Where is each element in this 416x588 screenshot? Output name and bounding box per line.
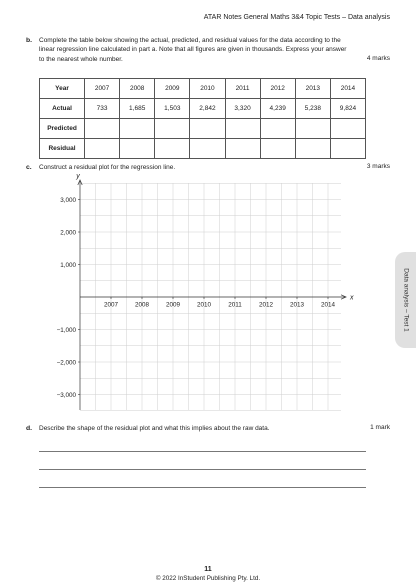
x-tick-label: 2013 [289, 301, 305, 309]
tick-labels [57, 173, 354, 399]
running-header: ATAR Notes General Maths 3&4 Topic Tests – Data analysis [203, 14, 390, 21]
x-tick-label: 2008 [134, 301, 150, 309]
actual-cell: 2,842 [190, 99, 225, 119]
part-d-instructions: Describe the shape of the residual plot and what this implies about the raw data. [39, 425, 270, 432]
y-axis-label: y [76, 173, 80, 180]
x-tick-label: 2007 [103, 301, 119, 309]
page-number: 11 [204, 566, 212, 573]
x-axis-label: x [350, 294, 354, 302]
year-cell: 2007 [85, 79, 120, 99]
x-tick-label: 2012 [258, 301, 274, 309]
actual-cell: 1,685 [120, 99, 155, 119]
year-cell: 2013 [295, 79, 330, 99]
part-c-marks: 3 marks [366, 163, 390, 170]
y-tick-label: −1,000 [56, 326, 76, 334]
part-b-letter: b. [26, 37, 33, 44]
actual-header: Actual [40, 99, 85, 119]
side-tab-label: Data analysis – Test 1 [402, 268, 409, 332]
copyright-notice: © 2022 InStudent Publishing Pty. Ltd. [155, 575, 261, 582]
answer-line[interactable] [39, 469, 366, 470]
actual-cell: 3,320 [225, 99, 260, 119]
part-b-line-1: Complete the table below showing the actual, predicted, and residual values for the data according to the [39, 37, 341, 44]
y-tick-label: 2,000 [60, 229, 76, 237]
year-cell: 2010 [190, 79, 225, 99]
year-cell: 2012 [260, 79, 295, 99]
section-side-tab [395, 252, 416, 348]
actual-cell: 5,238 [295, 99, 330, 119]
y-tick-label: −2,000 [56, 359, 76, 367]
year-cell: 2014 [330, 79, 365, 99]
part-c-instructions: Construct a residual plot for the regression line. [39, 164, 176, 171]
part-c-letter: c. [26, 164, 32, 171]
year-cell: 2011 [225, 79, 260, 99]
y-tick-label: 1,000 [60, 261, 76, 269]
x-tick-label: 2009 [165, 301, 181, 309]
x-tick-label: 2011 [228, 301, 242, 309]
residual-header: Residual [40, 139, 85, 159]
part-d-letter: d. [26, 425, 33, 432]
x-tick-label: 2010 [196, 301, 212, 309]
answer-line[interactable] [39, 451, 366, 452]
y-tick-label: 3,000 [60, 196, 76, 204]
actual-cell: 4,239 [260, 99, 295, 119]
year-header: Year [40, 79, 85, 99]
answer-line[interactable] [39, 487, 366, 488]
part-b-line-2: linear regression line calculated in part a. Note that all figures are given in thousands. Express your answer [39, 46, 347, 54]
actual-cell: 9,824 [330, 99, 365, 119]
part-d-marks: 1 mark [370, 424, 390, 431]
part-b-line-3: to the nearest whole number. [39, 55, 123, 63]
part-b-marks: 4 marks [366, 55, 390, 62]
actual-cell: 1,503 [155, 99, 190, 119]
year-cell: 2009 [155, 79, 190, 99]
y-tick-label: −3,000 [56, 391, 76, 399]
x-tick-label: 2014 [320, 301, 336, 309]
predicted-header: Predicted [40, 119, 85, 139]
year-cell: 2008 [120, 79, 155, 99]
axes [78, 180, 346, 410]
actual-cell: 733 [85, 99, 120, 119]
